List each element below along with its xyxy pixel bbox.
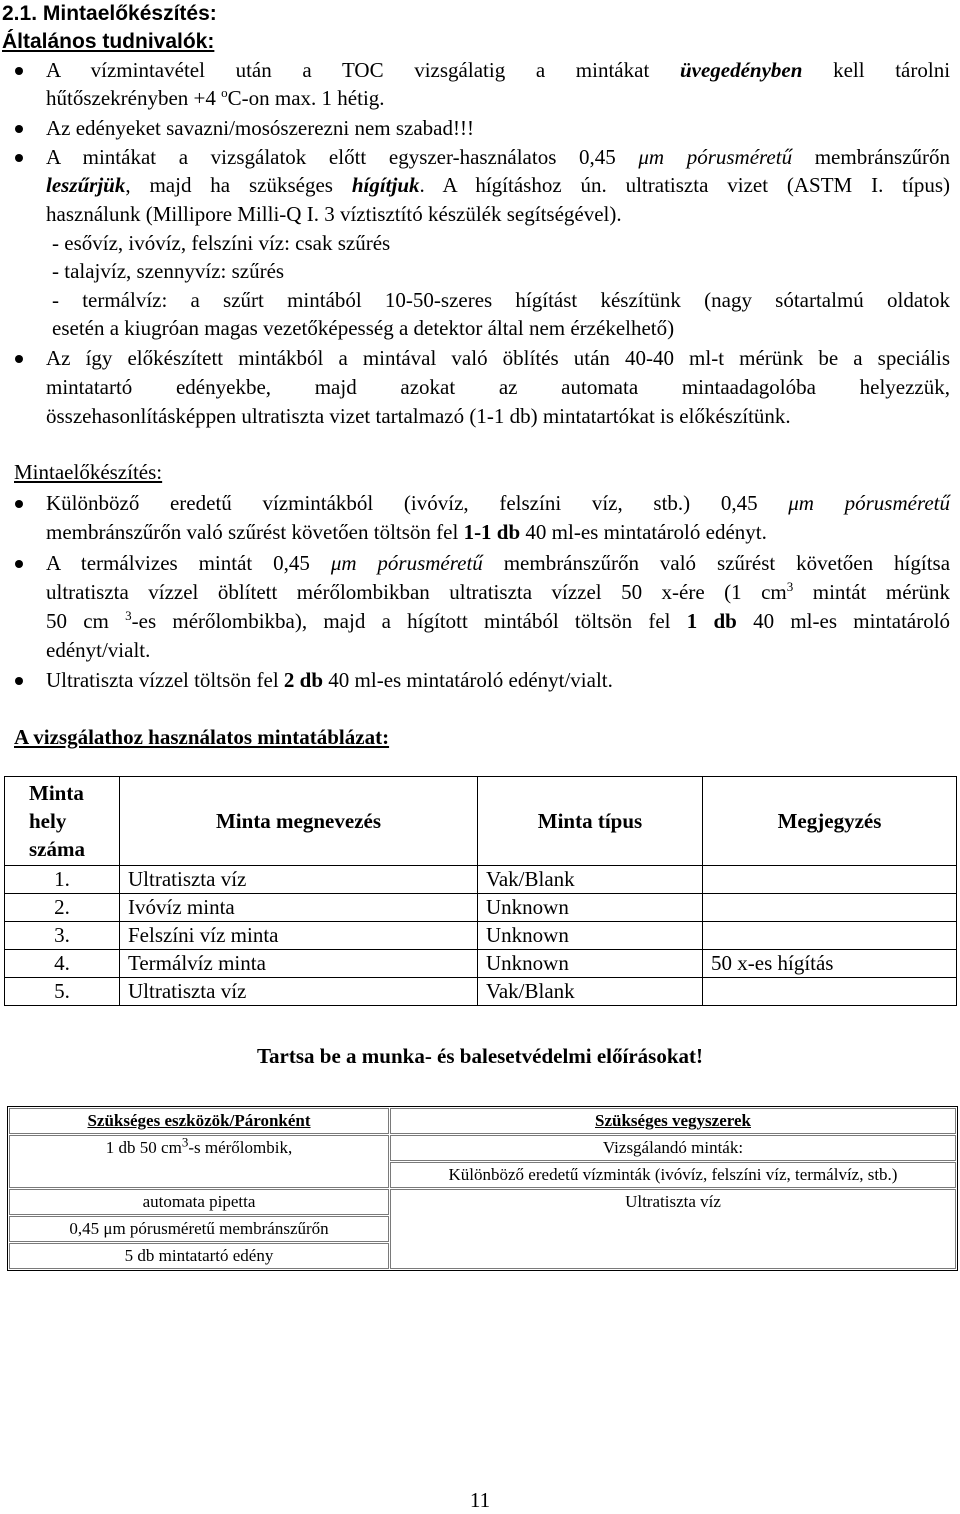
list-item: A mintákat a vizsgálatok előtt egyszer-használatos 0,45 μm pórusméretű membránszűrőn	[46, 145, 951, 169]
table-row	[5, 922, 957, 950]
table-cell: 4.	[5, 950, 120, 978]
table-row	[5, 978, 957, 1006]
list-item-continuation: leszűrjük, majd ha szükséges hígítjuk. A hígításhoz ún. ultratiszta vizet (ASTM I. típus)	[46, 173, 951, 197]
sample-table-heading: A vizsgálathoz használatos mintatáblázat:	[14, 725, 390, 749]
table-row	[9, 1189, 956, 1215]
table-cell: Ultratiszta víz	[390, 1189, 956, 1269]
table-cell: 1 db 50 $cm^3-s$ mérőlombik,	[9, 1135, 389, 1188]
bullet-icon	[15, 125, 23, 133]
column-header: Minta típus	[478, 777, 703, 866]
sub-item: - termálvíz: a szűrt mintából 10-50-szeres hígítást készítünk (nagy sótartalmú oldatok	[52, 288, 950, 312]
list-item-continuation: edényt/vialt.	[46, 638, 151, 662]
bullet-icon	[15, 500, 23, 508]
column-header: Szükséges eszközök/Páronként	[9, 1108, 389, 1134]
page-number: 11	[469, 1488, 491, 1512]
list-item: Ultratiszta vízzel töltsön fel 2 db 40 ml-es mintatároló edényt/vialt.	[46, 668, 613, 692]
bullet-icon	[15, 67, 23, 75]
table-cell: Unknown	[478, 950, 703, 978]
table-cell: Ivóvíz minta	[120, 894, 478, 922]
table-row	[9, 1135, 956, 1161]
table-cell: Vak/Blank	[478, 866, 703, 894]
equipment-table	[7, 1106, 958, 1271]
table-cell: Ultratiszta víz	[120, 978, 478, 1006]
table-header-row	[5, 777, 957, 866]
table-cell	[703, 978, 957, 1006]
list-item-continuation: membránszűrőn való szűrést követően töltsön fel 1-1 db 40 ml-es mintatároló edényt.	[46, 520, 767, 544]
table-cell: Ultratiszta víz	[120, 866, 478, 894]
column-header: Minta hely száma	[5, 777, 120, 866]
bullet-icon	[15, 355, 23, 363]
list-item: A vízmintavétel után a TOC vizsgálatig a mintákat üvegedényben kell tárolni	[46, 58, 951, 82]
list-item-continuation: mintatartó edényekbe, majd azokat az automata mintaadagolóba helyezzük,	[46, 375, 950, 399]
list-item-continuation: összehasonlításképpen ultratiszta vizet tartalmazó (1-1 db) mintatartókat is előkészítünk.	[46, 404, 791, 428]
table-cell: Felszíni víz minta	[120, 922, 478, 950]
list-item-continuation: 50 cm $^3$-es mérőlombikba), majd a hígított mintából töltsön fel 1 db 40 ml-es mintatároló	[46, 608, 951, 633]
table-cell: 5 db mintatartó edény	[9, 1243, 389, 1269]
table-cell: Unknown	[478, 922, 703, 950]
table-row	[5, 866, 957, 894]
prep-heading: Mintaelőkészítés:	[14, 460, 163, 484]
table-cell: 1.	[5, 866, 120, 894]
safety-note: Tartsa be a munka- és balesetvédelmi előírásokat!	[256, 1044, 704, 1068]
list-item: Különböző eredetű vízmintákból (ivóvíz, felszíni víz, stb.) 0,45 μm pórusméretű	[46, 491, 951, 515]
table-cell: Unknown	[478, 894, 703, 922]
list-item-continuation: hűtőszekrényben +4 $^o$C-on max. 1 hétig.	[46, 85, 385, 110]
table-cell: 0,45 μm pórusméretű membránszűrőn	[9, 1216, 389, 1242]
sub-item: - talajvíz, szennyvíz: szűrés	[52, 259, 285, 283]
list-item: Az edényeket savazni/mosószerezni nem szabad!!!	[46, 116, 474, 140]
list-item: Az így előkészített mintákból a mintával való öblítés után 40-40 ml-t mérünk be a speciális	[46, 346, 950, 370]
table-cell: 2.	[5, 894, 120, 922]
list-item: A termálvizes mintát 0,45 μm pórusméretű membránszűrőn való szűrést követően hígítsa	[46, 551, 951, 575]
section-title: 2.1. Mintaelőkészítés:	[2, 2, 217, 25]
table-cell: 5.	[5, 978, 120, 1006]
column-header: Szükséges vegyszerek	[390, 1108, 956, 1134]
column-header: Megjegyzés	[703, 777, 957, 866]
table-cell: Vizsgálandó minták:	[390, 1135, 956, 1161]
table-cell: Különböző eredetű vízminták (ivóvíz, felszíni víz, termálvíz, stb.)	[390, 1162, 956, 1188]
table-cell	[703, 866, 957, 894]
sub-item: - esővíz, ivóvíz, felszíni víz: csak szűrés	[52, 231, 391, 255]
table-cell: 50 x-es hígítás	[703, 950, 957, 978]
general-info-heading: Általános tudnivalók:	[2, 30, 215, 53]
column-header: Minta megnevezés	[120, 777, 478, 866]
table-cell: automata pipetta	[9, 1189, 389, 1215]
table-cell	[703, 894, 957, 922]
table-header-row	[9, 1108, 956, 1134]
table-cell	[703, 922, 957, 950]
sample-table	[4, 776, 957, 1006]
bullet-icon	[15, 154, 23, 162]
table-row	[5, 950, 957, 978]
table-cell: 3.	[5, 922, 120, 950]
table-cell: Vak/Blank	[478, 978, 703, 1006]
table-row	[5, 894, 957, 922]
table-cell: Termálvíz minta	[120, 950, 478, 978]
list-item-continuation: használunk (Millipore Milli-Q I. 3 víztisztító készülék segítségével).	[46, 202, 622, 226]
sub-item-continuation: esetén a kiugróan magas vezetőképesség a detektor által nem érzékelhető)	[52, 316, 675, 340]
bullet-icon	[15, 677, 23, 685]
list-item-continuation: ultratiszta vízzel öblített mérőlombikban ultratiszta vízzel 50 x-ére (1 $cm^3$ mintát mérünk	[46, 579, 951, 604]
bullet-icon	[15, 560, 23, 568]
